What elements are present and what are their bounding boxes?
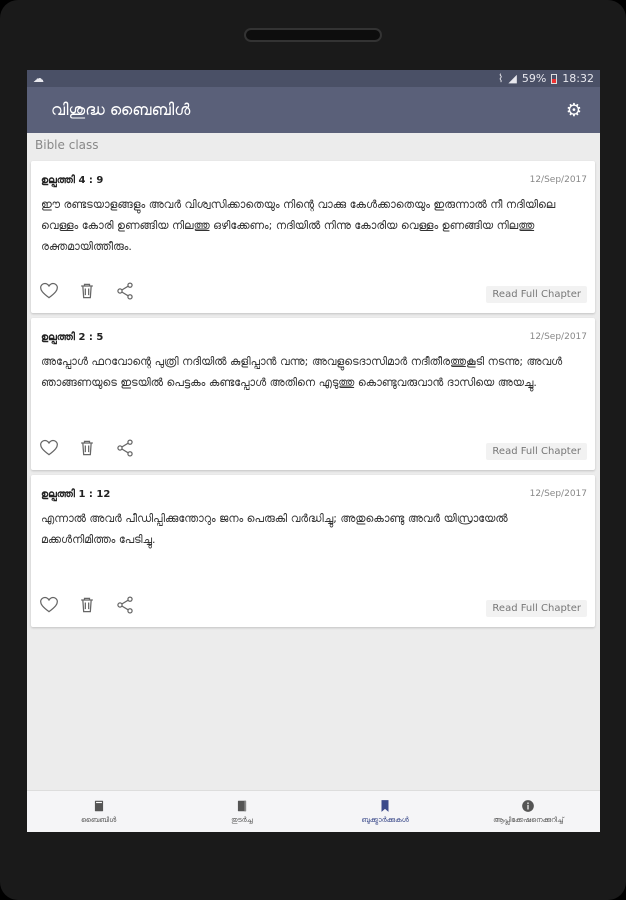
verse-reference: ഉല്പത്തി 4 : 9	[41, 175, 104, 186]
app-title: വിശുദ്ധ ബൈബിൾ	[51, 100, 191, 119]
trash-icon[interactable]	[77, 438, 97, 462]
bookmark-icon	[378, 799, 392, 813]
bottom-bezel	[0, 832, 626, 900]
nav-label: തുടർച്ച	[231, 815, 253, 824]
share-icon[interactable]	[115, 281, 135, 305]
bookmark-date: 12/Sep/2017	[529, 175, 587, 185]
verse-text: ഈ രണ്ടടയാളങ്ങളും അവർ വിശ്വസിക്കാതെയും നിന്റെ വാക്കു കേൾക്കാതെയും ഇരുന്നാൽ നീ നദിയിലെ വെള്ളം കോരി ഉണങ്ങിയ നിലത്തു ഒഴിക്കേണം; നദിയിൽ നിന്നു കോരിയ വെള്ളം ഉണങ്ങിയ നിലത്തു രക്തമായിത്തീരും.	[41, 198, 556, 253]
bookmark-card	[31, 475, 595, 627]
bottom-navigation	[27, 790, 600, 832]
top-bezel	[0, 0, 626, 70]
read-full-chapter-button[interactable]: Read Full Chapter	[486, 286, 587, 303]
nav-item-bible[interactable]	[27, 791, 170, 832]
book-open-icon	[235, 799, 249, 813]
verse-reference: ഉല്പത്തി 1 : 12	[41, 489, 111, 500]
bookmark-date: 12/Sep/2017	[529, 489, 587, 499]
read-full-chapter-button[interactable]: Read Full Chapter	[486, 443, 587, 460]
nav-label: ആപ്ലിക്കേഷനെക്കുറിച്ച്	[493, 815, 564, 824]
nav-label: ബൈബിൾ	[81, 815, 117, 824]
speaker-grille	[244, 28, 382, 42]
section-label: Bible class	[27, 133, 600, 157]
app-bar	[27, 87, 600, 133]
verse-reference: ഉല്പത്തി 2 : 5	[41, 332, 104, 343]
nav-item-bookmarks[interactable]	[314, 791, 457, 832]
share-icon[interactable]	[115, 438, 135, 462]
notification-icon: ☁	[33, 72, 44, 85]
battery-percent: 59%	[521, 72, 547, 85]
trash-icon[interactable]	[77, 281, 97, 305]
heart-icon[interactable]	[39, 438, 59, 462]
app-screen	[27, 70, 600, 832]
bookmark-card	[31, 161, 595, 313]
trash-icon[interactable]	[77, 595, 97, 619]
nav-label: ബുക്ക്മാർക്കുകൾ	[361, 815, 409, 824]
verse-text: എന്നാൽ അവർ പീഡിപ്പിക്കുന്തോറും ജനം പെരുകി വർദ്ധിച്ചു; അതുകൊണ്ടു അവർ യിസ്രായേൽ മക്കൾനിമിത്തം പേടിച്ചു.	[41, 512, 508, 546]
status-bar	[27, 70, 600, 87]
read-full-chapter-button[interactable]: Read Full Chapter	[486, 600, 587, 617]
info-icon	[521, 799, 535, 813]
verse-text: അപ്പോൾ ഫറവോന്റെ പുത്രി നദിയിൽ കുളിപ്പാൻ വന്നു; അവളുടെദാസിമാർ നദീതീരത്തുകൂടി നടന്നു; അവൾ ഞാങ്ങണയുടെ ഇടയിൽ പെട്ടകം കണ്ടപ്പോൾ അതിനെ എടുത്തു കൊണ്ടുവരുവാൻ ദാസിയെ അയച്ചു.	[41, 355, 563, 389]
clock: 18:32	[562, 72, 594, 85]
heart-icon[interactable]	[39, 595, 59, 619]
book-icon	[92, 799, 106, 813]
nav-item-continue[interactable]	[170, 791, 313, 832]
heart-icon[interactable]	[39, 281, 59, 305]
battery-icon	[551, 74, 557, 84]
nav-item-about[interactable]	[457, 791, 600, 832]
bookmark-date: 12/Sep/2017	[529, 332, 587, 342]
share-icon[interactable]	[115, 595, 135, 619]
signal-icon: ◢	[508, 72, 517, 85]
bookmark-card	[31, 318, 595, 470]
vibrate-icon: ⌇	[498, 72, 504, 85]
gear-icon[interactable]: ⚙	[565, 99, 582, 121]
